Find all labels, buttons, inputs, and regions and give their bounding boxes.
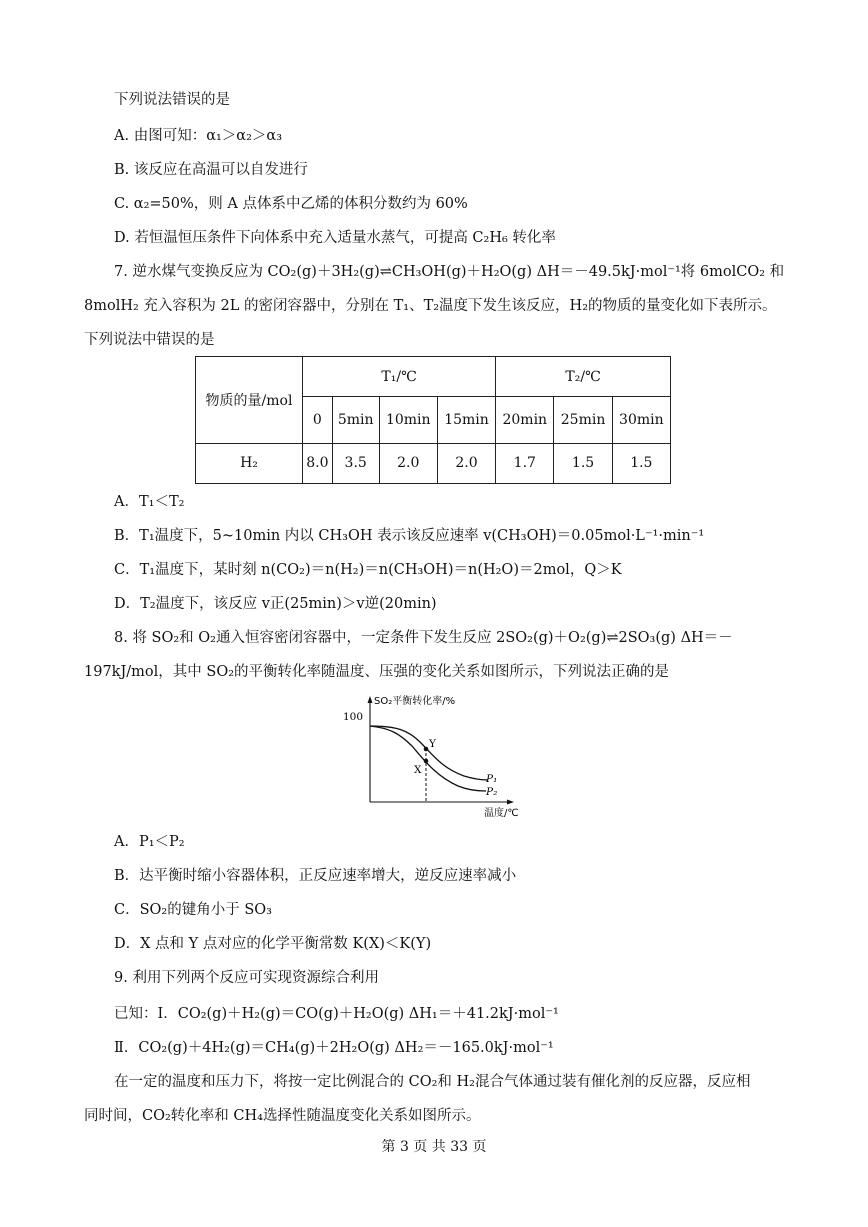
y-axis-label: SO₂平衡转化率/% (374, 696, 456, 707)
x-axis-label: 温度/℃ (484, 808, 519, 819)
q8-option-a: A．P₁＜P₂ (114, 834, 185, 850)
so2-conversion-figure (338, 690, 538, 824)
q7-option-d: D．T₂温度下，该反应 v正(25min)＞v逆(20min) (114, 596, 437, 612)
h2-amount-table (195, 356, 671, 484)
label-p1: P₁ (486, 773, 498, 785)
table-group-t1: T₁/℃ (303, 357, 496, 397)
y-axis-arrow-icon (368, 696, 373, 703)
p2-curve (370, 726, 486, 791)
table-value-cell: 1.5 (612, 443, 670, 483)
label-y: Y (429, 738, 436, 750)
q9-reaction-1: 已知：Ⅰ．CO₂(g)＋H₂(g)＝CO(g)＋H₂O(g) ΔH₁＝＋41.2kJ·mol⁻¹ (114, 1006, 559, 1022)
table-time-cell: 15min (437, 397, 495, 443)
table-time-cell: 20min (496, 397, 554, 443)
table-time-cell: 5min (332, 397, 379, 443)
table-value-cell: 2.0 (437, 443, 495, 483)
point-y (424, 747, 429, 752)
label-p2: P₂ (486, 786, 498, 798)
q6-option-b: B. 该反应在高温可以自发进行 (114, 162, 308, 178)
table-time-cell: 25min (554, 397, 612, 443)
table-row-header: 物质的量/mol (196, 357, 303, 444)
q7-stem-line2: 8molH₂ 充入容积为 2L 的密闭容器中，分别在 T₁、T₂温度下发生该反应，H₂的物质的量变化如下表所示。 (84, 298, 777, 314)
q7-option-c: C．T₁温度下，某时刻 n(CO₂)＝n(H₂)＝n(CH₃OH)＝n(H₂O)＝2mol，Q＞K (114, 562, 622, 578)
q6-prompt: 下列说法错误的是 (114, 92, 230, 108)
table-value-cell: 1.5 (554, 443, 612, 483)
q7-stem-line3: 下列说法中错误的是 (84, 332, 215, 348)
table-group-t2: T₂/℃ (496, 357, 671, 397)
table-time-cell: 0 (303, 397, 333, 443)
q9-reaction-2: Ⅱ．CO₂(g)＋4H₂(g)＝CH₄(g)＋2H₂O(g) ΔH₂＝－165.0kJ·mol⁻¹ (114, 1040, 554, 1056)
q6-option-d: D. 若恒温恒压条件下向体系中充入适量水蒸气，可提高 C₂H₆ 转化率 (114, 230, 556, 246)
table-value-cell: 3.5 (332, 443, 379, 483)
q6-option-c: C. α₂=50%，则 A 点体系中乙烯的体积分数约为 60% (114, 196, 468, 212)
q6-option-a: A. 由图可知：α₁＞α₂＞α₃ (114, 128, 283, 144)
q9-stem-line5: 同时间，CO₂转化率和 CH₄选择性随温度变化关系如图所示。 (84, 1108, 481, 1124)
page-footer: 第 3 页 共 33 页 (381, 1139, 487, 1155)
y100-label: 100 (343, 711, 364, 723)
table-value-cell: 2.0 (379, 443, 437, 483)
x-axis-arrow-icon (507, 800, 514, 805)
q8-option-b: B．达平衡时缩小容器体积，正反应速率增大，逆反应速率减小 (114, 868, 517, 884)
q8-option-c: C．SO₂的键角小于 SO₃ (114, 902, 272, 918)
table-row-label: H₂ (196, 443, 303, 483)
q9-stem-line1: 9. 利用下列两个反应可实现资源综合利用 (114, 970, 379, 986)
q8-stem-line1: 8. 将 SO₂和 O₂通入恒容密闭容器中，一定条件下发生反应 2SO₂(g)＋O₂(g)⇌2SO₃(g) ΔH＝－ (114, 630, 733, 646)
label-x: X (414, 764, 422, 776)
q7-option-a: A．T₁＜T₂ (114, 494, 185, 510)
table-time-cell: 10min (379, 397, 437, 443)
table-time-cell: 30min (612, 397, 670, 443)
point-x (424, 759, 429, 764)
q8-stem-line2: 197kJ/mol，其中 SO₂的平衡转化率随温度、压强的变化关系如图所示，下列说法正确的是 (84, 664, 670, 680)
q7-stem-line1: 7. 逆水煤气变换反应为 CO₂(g)＋3H₂(g)⇌CH₃OH(g)＋H₂O(g) ΔH＝－49.5kJ·mol⁻¹将 6molCO₂ 和 (114, 264, 785, 280)
table-value-cell: 1.7 (496, 443, 554, 483)
q7-option-b: B．T₁温度下，5~10min 内以 CH₃OH 表示该反应速率 v(CH₃OH)＝0.05mol·L⁻¹·min⁻¹ (114, 528, 705, 544)
q9-stem-line4: 在一定的温度和压力下，将按一定比例混合的 CO₂和 H₂混合气体通过装有催化剂的反应器，反应相 (114, 1074, 751, 1090)
p1-curve (370, 726, 488, 780)
table-value-cell: 8.0 (303, 443, 333, 483)
q8-option-d: D．X 点和 Y 点对应的化学平衡常数 K(X)＜K(Y) (114, 936, 432, 952)
